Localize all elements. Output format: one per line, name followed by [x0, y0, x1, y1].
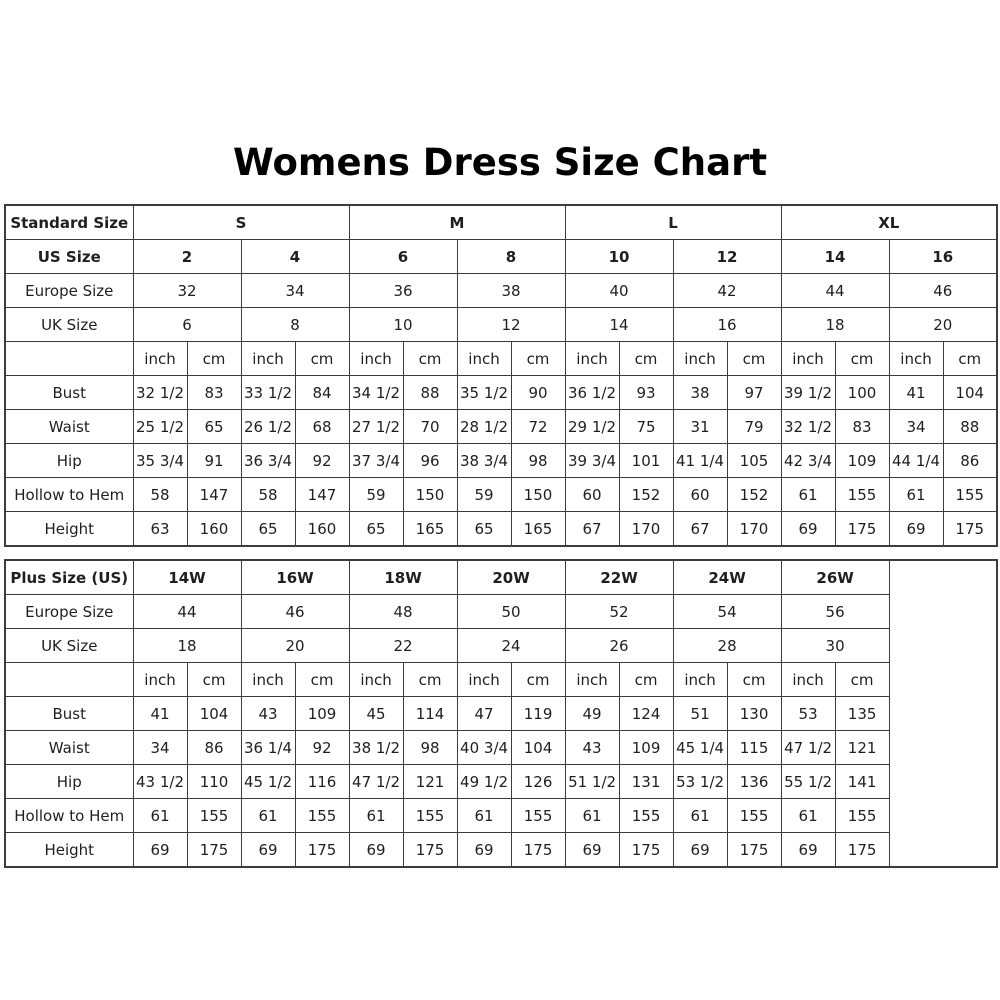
table-cell: 155 [511, 799, 565, 833]
table-cell: 44 [781, 274, 889, 308]
table-cell: inch [673, 663, 727, 697]
table-cell: 61 [133, 799, 187, 833]
table-cell: 65 [187, 410, 241, 444]
row-label-cell: Hollow to Hem [5, 478, 133, 512]
table-cell: 69 [781, 833, 835, 868]
table-cell: 42 3/4 [781, 444, 835, 478]
table-cell: 165 [511, 512, 565, 547]
tables-container [4, 204, 996, 868]
table-cell: cm [187, 342, 241, 376]
table-cell: 58 [241, 478, 295, 512]
row-label-cell: US Size [5, 240, 133, 274]
table-cell: 34 [889, 410, 943, 444]
table-cell: 44 [133, 595, 241, 629]
table-cell: 12 [673, 240, 781, 274]
table-cell: 88 [403, 376, 457, 410]
table-cell: 33 1/2 [241, 376, 295, 410]
table-cell: inch [565, 663, 619, 697]
table-cell: 39 1/2 [781, 376, 835, 410]
table-cell: 26 [565, 629, 673, 663]
table-cell: 37 3/4 [349, 444, 403, 478]
table-cell: 28 1/2 [457, 410, 511, 444]
table-cell: 22W [565, 560, 673, 595]
table-cell: 69 [565, 833, 619, 868]
table-cell: 114 [403, 697, 457, 731]
table-cell: inch [349, 663, 403, 697]
table-cell: 155 [295, 799, 349, 833]
table-cell: 61 [565, 799, 619, 833]
table-cell: 65 [241, 512, 295, 547]
table-cell: 90 [511, 376, 565, 410]
row-label-cell: Waist [5, 410, 133, 444]
table-cell: 75 [619, 410, 673, 444]
table-cell: inch [889, 342, 943, 376]
table-cell: cm [943, 342, 997, 376]
table-cell: 155 [943, 478, 997, 512]
table-cell: cm [187, 663, 241, 697]
standard-size-table [4, 204, 998, 547]
table-cell: 14 [565, 308, 673, 342]
row-label-cell: Height [5, 833, 133, 868]
table-cell: 126 [511, 765, 565, 799]
table-cell: 152 [619, 478, 673, 512]
table-cell: 155 [403, 799, 457, 833]
table-cell: 155 [727, 799, 781, 833]
table-cell: 41 [133, 697, 187, 731]
row-label-cell: Waist [5, 731, 133, 765]
table-cell: 130 [727, 697, 781, 731]
table-cell: 65 [457, 512, 511, 547]
table-cell: L [565, 205, 781, 240]
table-cell: 31 [673, 410, 727, 444]
table-cell: 10 [565, 240, 673, 274]
table-cell: 47 1/2 [349, 765, 403, 799]
table-cell: 100 [835, 376, 889, 410]
table-cell: 53 [781, 697, 835, 731]
table-cell: 52 [565, 595, 673, 629]
table-cell: 36 1/2 [565, 376, 619, 410]
table-cell: cm [835, 663, 889, 697]
table-cell: 16W [241, 560, 349, 595]
table-cell: cm [619, 342, 673, 376]
table-row-hip [5, 444, 997, 478]
table-cell: 84 [295, 376, 349, 410]
table-cell: 54 [673, 595, 781, 629]
table-cell: 131 [619, 765, 673, 799]
row-label-cell [5, 663, 133, 697]
table-cell: 155 [619, 799, 673, 833]
table-cell: 18 [781, 308, 889, 342]
table-cell: 69 [241, 833, 295, 868]
table-row-europe-size [5, 274, 997, 308]
table-cell: 36 [349, 274, 457, 308]
table-cell: 104 [511, 731, 565, 765]
row-label-cell: Europe Size [5, 595, 133, 629]
table-cell: 175 [403, 833, 457, 868]
table-cell: 61 [781, 478, 835, 512]
table-cell: cm [403, 342, 457, 376]
table-cell: 36 1/4 [241, 731, 295, 765]
table-cell: inch [457, 663, 511, 697]
table-cell: 38 [673, 376, 727, 410]
table-cell: 88 [943, 410, 997, 444]
row-label-cell: Plus Size (US) [5, 560, 133, 595]
table-cell: 45 1/2 [241, 765, 295, 799]
table-cell: 26 1/2 [241, 410, 295, 444]
table-cell: inch [673, 342, 727, 376]
table-cell: 38 1/2 [349, 731, 403, 765]
table-cell: 175 [835, 512, 889, 547]
table-cell: 175 [835, 833, 889, 868]
table-cell: 86 [943, 444, 997, 478]
row-label-cell: UK Size [5, 629, 133, 663]
table-cell: 69 [349, 833, 403, 868]
table-cell: inch [565, 342, 619, 376]
table-cell: 65 [349, 512, 403, 547]
table-cell [889, 560, 997, 867]
table-cell: 29 1/2 [565, 410, 619, 444]
table-cell: 58 [133, 478, 187, 512]
table-cell: 155 [187, 799, 241, 833]
table-cell: 61 [457, 799, 511, 833]
table-cell: 175 [943, 512, 997, 547]
table-cell: 116 [295, 765, 349, 799]
table-row-hip [5, 765, 997, 799]
row-label-cell: Hip [5, 444, 133, 478]
table-cell: 48 [349, 595, 457, 629]
table-cell: 51 [673, 697, 727, 731]
table-row-waist [5, 731, 997, 765]
page-title: Womens Dress Size Chart [232, 141, 768, 184]
table-cell: 18 [133, 629, 241, 663]
table-cell: 39 3/4 [565, 444, 619, 478]
table-cell: 14 [781, 240, 889, 274]
table-cell: 46 [241, 595, 349, 629]
table-cell: 16 [889, 240, 997, 274]
table-cell: 175 [619, 833, 673, 868]
table-row-plus-size [5, 560, 997, 595]
table-cell: 101 [619, 444, 673, 478]
table-cell: M [349, 205, 565, 240]
row-label-cell: Hollow to Hem [5, 799, 133, 833]
row-label-cell: Europe Size [5, 274, 133, 308]
table-cell: 60 [673, 478, 727, 512]
table-cell: cm [619, 663, 673, 697]
table-cell: 41 [889, 376, 943, 410]
table-cell: 97 [727, 376, 781, 410]
table-cell: 68 [295, 410, 349, 444]
table-cell: 63 [133, 512, 187, 547]
table-cell: 45 1/4 [673, 731, 727, 765]
table-cell: cm [295, 663, 349, 697]
table-cell: 38 [457, 274, 565, 308]
table-cell: 59 [457, 478, 511, 512]
table-cell: 32 1/2 [133, 376, 187, 410]
table-cell: 16 [673, 308, 781, 342]
table-cell: 104 [943, 376, 997, 410]
table-cell: cm [403, 663, 457, 697]
table-cell: 47 [457, 697, 511, 731]
table-cell: 69 [781, 512, 835, 547]
table-cell: 45 [349, 697, 403, 731]
table-cell: 69 [673, 833, 727, 868]
table-cell: 30 [781, 629, 889, 663]
table-row-uk-size [5, 308, 997, 342]
table-cell: inch [349, 342, 403, 376]
table-cell: 20W [457, 560, 565, 595]
table-cell: 47 1/2 [781, 731, 835, 765]
table-cell: 175 [295, 833, 349, 868]
table-cell: 55 1/2 [781, 765, 835, 799]
table-row-europe-size [5, 595, 997, 629]
table-cell: 50 [457, 595, 565, 629]
table-cell: 175 [187, 833, 241, 868]
row-label-cell: Bust [5, 697, 133, 731]
table-cell: 38 3/4 [457, 444, 511, 478]
table-cell: 92 [295, 731, 349, 765]
table-cell: cm [835, 342, 889, 376]
table-cell: 175 [727, 833, 781, 868]
table-cell: inch [457, 342, 511, 376]
table-cell: 43 [241, 697, 295, 731]
table-cell: 150 [511, 478, 565, 512]
table-cell: 110 [187, 765, 241, 799]
table-cell: 165 [403, 512, 457, 547]
table-cell: 8 [457, 240, 565, 274]
table-cell: 150 [403, 478, 457, 512]
table-row-height [5, 512, 997, 547]
table-cell: 43 [565, 731, 619, 765]
table-cell: 119 [511, 697, 565, 731]
table-cell: 28 [673, 629, 781, 663]
table-cell: 34 [241, 274, 349, 308]
table-cell: 51 1/2 [565, 765, 619, 799]
table-cell: 124 [619, 697, 673, 731]
table-cell: 135 [835, 697, 889, 731]
table-cell: 40 3/4 [457, 731, 511, 765]
plus-size-table [4, 559, 998, 868]
table-cell: 147 [187, 478, 241, 512]
table-cell: 32 1/2 [781, 410, 835, 444]
table-cell: 61 [673, 799, 727, 833]
table-cell: 155 [835, 799, 889, 833]
table-cell: 72 [511, 410, 565, 444]
table-cell: 49 [565, 697, 619, 731]
table-row-bust [5, 697, 997, 731]
table-cell: 22 [349, 629, 457, 663]
table-cell: 115 [727, 731, 781, 765]
table-cell: 25 1/2 [133, 410, 187, 444]
table-cell: 69 [457, 833, 511, 868]
table-row-bust [5, 376, 997, 410]
table-cell: inch [241, 663, 295, 697]
table-cell: 69 [133, 833, 187, 868]
table-cell: 6 [349, 240, 457, 274]
table-cell: inch [133, 342, 187, 376]
table-cell: 32 [133, 274, 241, 308]
table-gap [4, 547, 996, 559]
table-cell: 136 [727, 765, 781, 799]
table-cell: cm [511, 342, 565, 376]
table-cell: 20 [889, 308, 997, 342]
table-cell: cm [295, 342, 349, 376]
table-cell: 35 1/2 [457, 376, 511, 410]
table-cell: 61 [349, 799, 403, 833]
table-cell: 155 [835, 478, 889, 512]
table-cell: 8 [241, 308, 349, 342]
table-cell: 27 1/2 [349, 410, 403, 444]
table-cell: cm [727, 663, 781, 697]
table-cell: 46 [889, 274, 997, 308]
table-cell: 49 1/2 [457, 765, 511, 799]
table-cell: 42 [673, 274, 781, 308]
row-label-cell: Hip [5, 765, 133, 799]
table-cell: 109 [295, 697, 349, 731]
table-cell: 91 [187, 444, 241, 478]
table-cell: 67 [565, 512, 619, 547]
table-cell: 40 [565, 274, 673, 308]
table-cell: 152 [727, 478, 781, 512]
table-cell: 10 [349, 308, 457, 342]
table-cell: 24 [457, 629, 565, 663]
table-row-waist [5, 410, 997, 444]
table-cell: inch [781, 663, 835, 697]
table-cell: 170 [727, 512, 781, 547]
table-row-standard-size [5, 205, 997, 240]
table-row-height [5, 833, 997, 868]
row-label-cell: Height [5, 512, 133, 547]
row-label-cell [5, 342, 133, 376]
table-cell: 44 1/4 [889, 444, 943, 478]
table-cell: 61 [241, 799, 295, 833]
table-cell: 109 [835, 444, 889, 478]
table-cell: 53 1/2 [673, 765, 727, 799]
table-row-uk-size [5, 629, 997, 663]
table-cell: 147 [295, 478, 349, 512]
table-cell: 41 1/4 [673, 444, 727, 478]
table-cell: 14W [133, 560, 241, 595]
row-label-cell: Standard Size [5, 205, 133, 240]
table-cell: 67 [673, 512, 727, 547]
table-cell: inch [781, 342, 835, 376]
table-cell: inch [241, 342, 295, 376]
table-cell: 59 [349, 478, 403, 512]
table-cell: 36 3/4 [241, 444, 295, 478]
table-cell: cm [727, 342, 781, 376]
table-cell: 92 [295, 444, 349, 478]
table-cell: 4 [241, 240, 349, 274]
table-cell: 83 [187, 376, 241, 410]
table-cell: 121 [835, 731, 889, 765]
table-cell: 43 1/2 [133, 765, 187, 799]
table-cell: 98 [403, 731, 457, 765]
row-label-cell: Bust [5, 376, 133, 410]
table-cell: 109 [619, 731, 673, 765]
row-label-cell: UK Size [5, 308, 133, 342]
table-cell: 24W [673, 560, 781, 595]
table-cell: 83 [835, 410, 889, 444]
table-cell: 121 [403, 765, 457, 799]
table-cell: 175 [511, 833, 565, 868]
table-cell: 70 [403, 410, 457, 444]
table-cell: 141 [835, 765, 889, 799]
table-cell: 86 [187, 731, 241, 765]
table-cell: 61 [889, 478, 943, 512]
table-cell: XL [781, 205, 997, 240]
table-cell: inch [133, 663, 187, 697]
table-cell: 26W [781, 560, 889, 595]
table-cell: 93 [619, 376, 673, 410]
table-row-hollow-to-hem [5, 799, 997, 833]
table-cell: 61 [781, 799, 835, 833]
table-cell: S [133, 205, 349, 240]
table-cell: 79 [727, 410, 781, 444]
table-row-units [5, 663, 997, 697]
table-cell: 35 3/4 [133, 444, 187, 478]
table-cell: 170 [619, 512, 673, 547]
table-cell: 12 [457, 308, 565, 342]
table-cell: 18W [349, 560, 457, 595]
table-cell: 2 [133, 240, 241, 274]
table-cell: cm [511, 663, 565, 697]
table-cell: 105 [727, 444, 781, 478]
table-cell: 96 [403, 444, 457, 478]
table-cell: 69 [889, 512, 943, 547]
table-cell: 160 [295, 512, 349, 547]
table-cell: 60 [565, 478, 619, 512]
table-cell: 6 [133, 308, 241, 342]
table-cell: 20 [241, 629, 349, 663]
table-row-hollow-to-hem [5, 478, 997, 512]
table-cell: 34 [133, 731, 187, 765]
table-cell: 104 [187, 697, 241, 731]
table-cell: 34 1/2 [349, 376, 403, 410]
table-cell: 56 [781, 595, 889, 629]
table-cell: 160 [187, 512, 241, 547]
table-cell: 98 [511, 444, 565, 478]
table-row-units [5, 342, 997, 376]
table-row-us-size [5, 240, 997, 274]
